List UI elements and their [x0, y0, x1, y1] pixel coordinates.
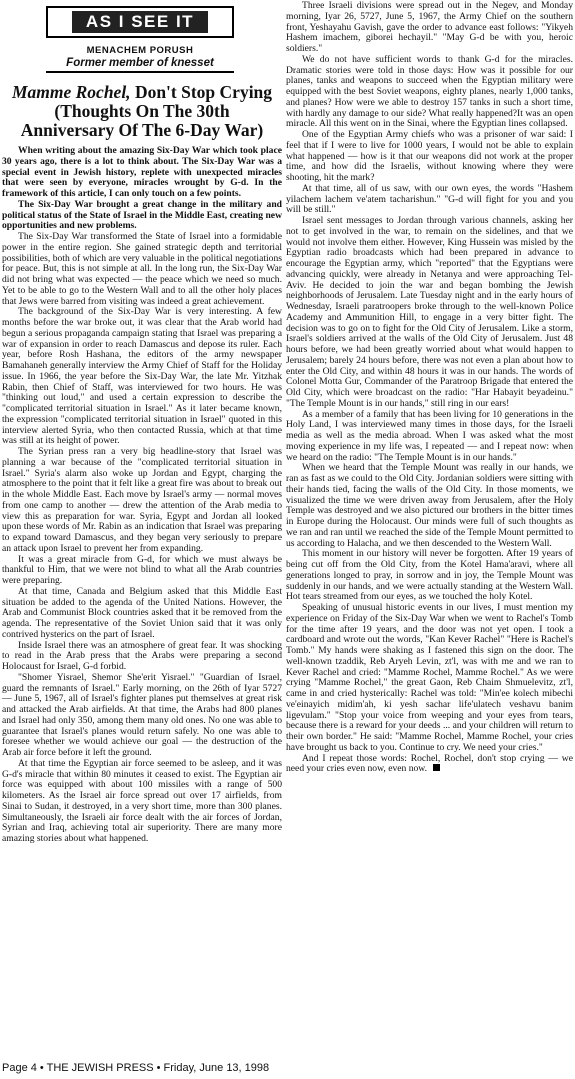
closing-text: And I repeat those words: Rochel, Rochel, don't stop crying — we need your cries even now, even now.	[286, 752, 573, 775]
paragraph: The Six-Day War transformed the State of Israel into a formidable power in the entire region. She gained strategic depth and territorial possibilities, both of which are very valuable in the political negotiations for peace. But, this is not simple at all. In the long run, the Six-Day War did not bring what was expected — the peace which we need so much. Yet to be able to go to the Western Wall and to all the other holy places that Jews were barred from visiting was indeed a great achievement.	[2, 231, 282, 307]
paragraph: One of the Egyptian Army chiefs who was a prisoner of war said: I feel that if I were to live for 1000 years, I would not be able to explain what happened — how is it that our weapons did not work at the proper time, and how did the Israelis, without knowing where they were shooting, hit the mark?	[286, 129, 573, 183]
left-column	[2, 0, 282, 845]
paragraph: We do not have sufficient words to thank G-d for the miracles. Dramatic stories were told in those days: How was it possible for our planes, tanks and weapons to succeed when the Egyptian military were equipped with the best Soviet weapons, eighty planes, nearly 1,000 tanks, and planes? How were we able to destroy 157 tanks in such a short time, with hardly any damage to our side? What really happened?It was an open miracle. All this went on in the Sinai, where the Egyptian lines collapsed.	[286, 53, 573, 130]
right-column	[286, 1, 573, 775]
paragraph: The Six-Day War brought a great change in the military and political status of the State of Israel in the Middle East, creating new opportunities and new problems.	[2, 198, 282, 232]
column-banner	[46, 6, 234, 38]
headline-line3: Anniversary Of The 6-Day War)	[20, 120, 264, 140]
paragraph	[286, 754, 573, 776]
paragraph: "Shomer Yisrael, Shemor She'erit Yisrael." "Guardian of Israel, guard the remnants of Israel." Early morning, on the 26th of Iyar 5727 — June 5, 1967, all of Israel's fighter planes put themselves at great risk and attacked the Arab airfields. At that time, the Arabs had 800 planes and Israel had only 350, among them many old ones. No one was able to guarantee that Israel's planes would return safely. No one was able to foresee whether we would achieve our goal — the destruction of the Arab air force before it left the ground.	[2, 671, 282, 758]
headline-line2: (Thoughts On The 30th	[54, 101, 230, 121]
paragraph: At that time, all of us saw, with our own eyes, the words "Hashem yilachem lachem ve'atem tacharishun." "G-d will fight for you and you will be still."	[286, 182, 573, 216]
left-body	[2, 146, 282, 845]
author-title: Former member of knesset	[46, 57, 234, 73]
paragraph: Speaking of unusual historic events in our lives, I must mention my experience on Friday of the Six-Day War when we went to Rachel's Tomb for the time after 19 years, and the door was not yet open. I took a cardboard and wrote out the words, "Kan Kever Rachel" "Here is Rachel's Tomb." My hands were shaking as I fastened this sign on the door. The well-known tzaddik, Reb Aryeh Levin, zt'l, was with me and we ran to Kever Rachel and cried: "Mamme Rochel, Mamme Rochel." As we were crying "Mamme Rochel," the great Gaon, Reb Chaim Shmuelevitz, zt'l, came in and cried hysterically: Rachel was told: "Min'ee kolech mibechi ve'einayich midim'ah, ki yesh sachar life'ulatech veshavu banim ligevulam." "Stop your voice from weeping and your eyes from tears, because there is a reward for your deeds ... and your children will return to their own border." He said: "Mamme Rochel, Mamme Rochel, your cries have brought us back to you. Continue to cry. We need your cries."	[286, 602, 573, 753]
paragraph: At that time, Canada and Belgium asked that this Middle East situation be added to the agenda of the United Nations. However, the Arab and Communist Block countries asked that it be removed from the agenda. The representative of the Soviet Union said that it was only contrived hysterics on the part of Israel.	[2, 585, 282, 640]
end-mark-icon	[433, 764, 440, 771]
paragraph: Inside Israel there was an atmosphere of great fear. It was shocking to read in the Arab press that the Arabs were preparing a second Holocaust for Israel, G-d forbid.	[2, 639, 282, 672]
column-banner-text: AS I SEE IT	[72, 11, 208, 33]
article-headline	[2, 83, 282, 140]
paragraph: The Syrian press ran a very big headline-story that Israel was planning a war because of the "complicated territorial situation in Israel." Syria's alarm also woke up Jordan and Egypt, charging the atmosphere to the point that it felt like a great fire was about to break out in the whole Middle East. Each move by Israel's army — normal moves from one camp to another — drew the attention of the Arab media to view this as preparation for war. Syria, Egypt and Jordan all looked upon these words of Mr. Rabin as an indication that Israel was preparing to expand toward Damascus, and they began very seriously to prepare an attack upon Israel to prevent her from expanding.	[2, 446, 282, 554]
paragraph: It was a great miracle from G-d, for which we must always be thankful to Him, that we were not blind to what all the Arab countries were preparing.	[2, 553, 282, 586]
paragraph: When writing about the amazing Six-Day War which took place 30 years ago, there is a lot to think about. The Six-Day War was a special event in Jewish history, replete with unexpected miracles that were seen by everyone, miracles wrought by G-d. In the framework of this article, I can only touch on a few points.	[2, 145, 282, 199]
headline-line1: Don't Stop Crying	[130, 82, 273, 102]
paragraph: Israel sent messages to Jordan through various channels, asking her not to get involved in the war, to remain on the sidelines, and that we would not involve them either. However, King Hussein was misled by the Egyptian radio broadcasts which had been prepared in advance to encourage the Egyptian army, which "reported" that the Egyptians were advancing quickly, were already in Netanya and were approaching Tel-Aviv. He decided to join the war and began bombing the Jewish neighborhoods of Jerusalem. Late Tuesday night and in the early hours of Wednesday, Israeli paratroopers broke through to the well-known Police Academy and Ammunition Hill, to engage in a very bitter fight. The decision was to go on to fight for the Old City of Jerusalem. Like a storm, Israel's soldiers arrived at the walls of the Old City of Jerusalem. Just 48 hours before, we had been greatly worried about what would happen to Jerusalem; barely 24 hours before, there was not even a plan about how to enter the Old City, and within 48 hours it was in our hands. The words of Colonel Motta Gur, Commander of the Paratroop Brigade that entered the Old City, which were broadcast on the radio: "Har Habayit beyadeinu." "The Temple Mount is in our hands," still ring in our ears!	[286, 215, 573, 409]
page-footer: Page 4 • THE JEWISH PRESS • Friday, June 13, 1998	[2, 1062, 270, 1074]
paragraph: The background of the Six-Day War is very interesting. A few months before the war broke out, it was clear that the Arab world had begun a serious propaganda campaign stating that Israel was preparing a war of expansion in order to reach Damascus and depose its ruler. Each year, before Rosh Hashana, the editors of the army newspaper Bamahaneh generally interview the Army Chief of Staff for the Holiday issue. In 1966, the year before the Six-Day War, the late Mr. Yitzhak Rabin, then Chief of Staff, was interviewed for two hours. He was "thinking out loud," and used a certain expression to describe the "complicated territorial situation in Israel." As it later became known, the expression "complicated territorial situation in Israel" quoted in this interview alerted Syria, who then contacted Russia, which at that time was still at its height of power.	[2, 306, 282, 447]
paragraph: When we heard that the Temple Mount was really in our hands, we ran as fast as we could to the Old City. Jordanian soldiers were sitting with their hands tied, facing the walls of the Old City. In those moments, we visualized the time we were driven away from Jerusalem, after the Holy Temple was destroyed and we also pictured our brothers in the bitter times in Europe during the Holocaust. Our minds were full of such thoughts as we ran and ran until we reached the side of the Temple Mount permitted to us according to Halacha, and we then descended to the Western Wall.	[286, 462, 573, 549]
paragraph: This moment in our history will never be forgotten. After 19 years of being cut off from the Old City, from the Kotel Hama'aravi, where all generations longed to pray, in sorrow and in joy, the Temple Mount was suddenly in our hands, and we were actually standing at the Western Wall. Hot tears streamed from our eyes, as we touched the holy Kotel.	[286, 548, 573, 603]
headline-italic: Mamme Rochel,	[11, 82, 131, 102]
paragraph: As a member of a family that has been living for 10 generations in the Holy Land, I was interviewed many times in those days, for the Israeli media as well as the media abroad. When I was asked what the most moving experience in my life was, I repeated — and I repeat now: when we heard on the radio: "The Temple Mount is in our hands."	[286, 408, 573, 463]
paragraph: At that time the Egyptian air force seemed to be asleep, and it was G-d's miracle that within 80 minutes it ceased to exist. The Egyptian air force was equipped with about 100 missiles with a range of 500 kilometers. As the Israel air force spread out over 17 airfields, from Sinai to Sudan, it destroyed, in a very short time, more than 300 planes. Simultaneously, the Israeli air force dealt with the air forces of Jordan, Syrian and Iraq, achieving total air superiority. There are many more amazing stories about what happened.	[2, 757, 282, 844]
paragraph: Three Israeli divisions were spread out in the Negev, and Monday morning, Iyar 26, 5727, June 5, 1967, the Army Chief on the southern front, Yeshayahu Gavish, gave the order to advance east follows: "Yikyeh Hashem imachem, giborei hechayil." "May G-d be with you, heroic soldiers."	[286, 0, 573, 54]
author-name: MENACHEM PORUSH	[86, 45, 194, 56]
